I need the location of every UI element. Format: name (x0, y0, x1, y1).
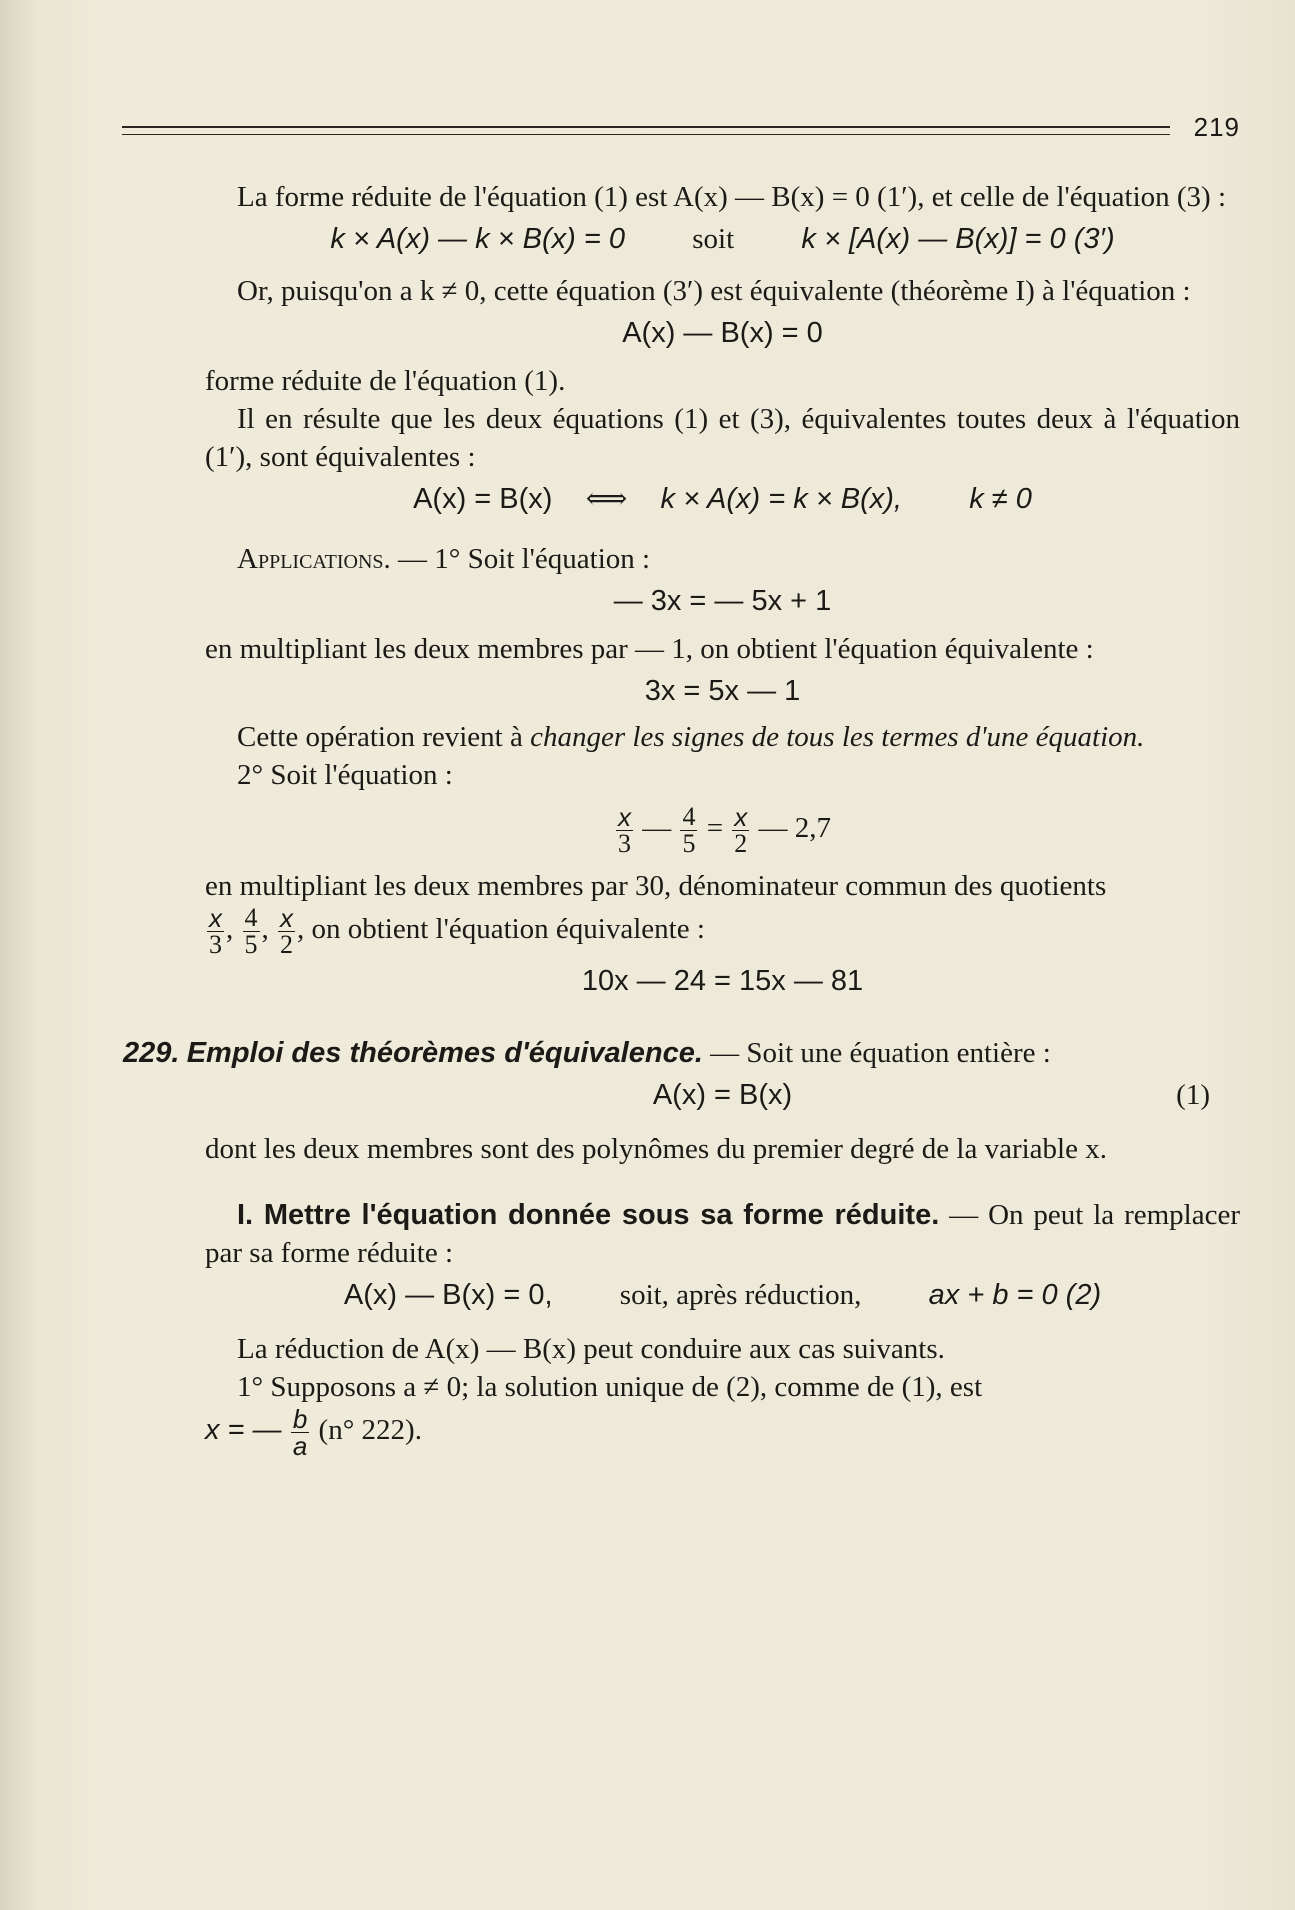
paragraph: La réduction de A(x) — B(x) peut conduire aux cas suivants. (237, 1333, 945, 1365)
fraction: $\frac{x}{3}$ (617, 802, 631, 858)
applications-heading: Applications. — 1° Soit l'équation : (237, 543, 651, 575)
fraction: $\frac{4}{5}$ (244, 903, 258, 959)
paragraph: I. Mettre l'équation donnée sous sa forme réduite. — On peut la remplacer par sa forme réduite : (205, 1199, 1241, 1269)
paragraph: $\frac{x}{3}$ , $\frac{4}{5}$ , $\frac{x}{2}$ , on obtient l'équation équivalente : (209, 903, 705, 959)
fraction: $\frac{b}{a}$ (292, 1404, 308, 1461)
equation: k × A(x) — k × B(x) = 0 soit k × [A(x) — B(x)] = 0 (3′) (330, 223, 1115, 255)
fraction: $\frac{x}{2}$ (734, 802, 748, 858)
section-heading: 229. Emploi des théorèmes d'équivalence. — Soit une équation entière : (123, 1037, 1051, 1069)
header-rule (122, 126, 1170, 128)
equation: 3x = 5x — 1 (644, 675, 801, 707)
equation: A(x) — B(x) = 0, soit, après réduction, ax + b = 0 (2) (343, 1279, 1102, 1311)
page-header (122, 112, 1240, 142)
equation: — 3x = — 5x + 1 (613, 585, 832, 617)
paragraph: La forme réduite de l'équation (1) est A(x) — B(x) = 0 (1′), et celle de l'équation (3) : (237, 181, 1227, 213)
page-number: 219 (1193, 112, 1240, 142)
paragraph: dont les deux membres sont des polynômes du premier degré de la variable x. (205, 1133, 1107, 1165)
page-body (123, 178, 1241, 1461)
paragraph: 2° Soit l'équation : (237, 759, 453, 791)
fraction: $\frac{x}{2}$ (280, 903, 293, 959)
paragraph: Cette opération revient à changer les signes de tous les termes d'une équation. (237, 721, 1145, 753)
equation: A(x) = B(x) ⟺ k × A(x) = k × B(x), k ≠ 0 (413, 483, 1032, 515)
fraction: $\frac{x}{3}$ (209, 903, 222, 959)
paragraph: en multipliant les deux membres par 30, dénominateur commun des quotients (205, 870, 1107, 902)
paragraph: forme réduite de l'équation (1). (205, 365, 566, 397)
paragraph: 1° Supposons a ≠ 0; la solution unique de (2), comme de (1), est (237, 1371, 983, 1403)
equation: 10x — 24 = 15x — 81 (581, 965, 864, 997)
header-rule (122, 134, 1170, 135)
paragraph: en multipliant les deux membres par — 1, on obtient l'équation équivalente : (205, 633, 1094, 665)
paragraph: x = — $\frac{b}{a}$ (n° 222). (205, 1404, 422, 1461)
paragraph: Il en résulte que les deux équations (1) et (3), équivalentes toutes deux à l'équation (1′), sont équivalentes : (205, 403, 1240, 473)
equation: A(x) — B(x) = 0 (622, 317, 823, 349)
paragraph: Or, puisqu'on a k ≠ 0, cette équation (3′) est équivalente (théorème I) à l'équation : (237, 275, 1191, 307)
equation: A(x) = B(x) (1) (652, 1079, 1210, 1111)
fraction: $\frac{4}{5}$ (682, 802, 696, 858)
fraction-equation: $\frac{x}{3}$ — $\frac{4}{5}$ = $\frac{x}{2}$ — 2,7 (617, 802, 832, 858)
